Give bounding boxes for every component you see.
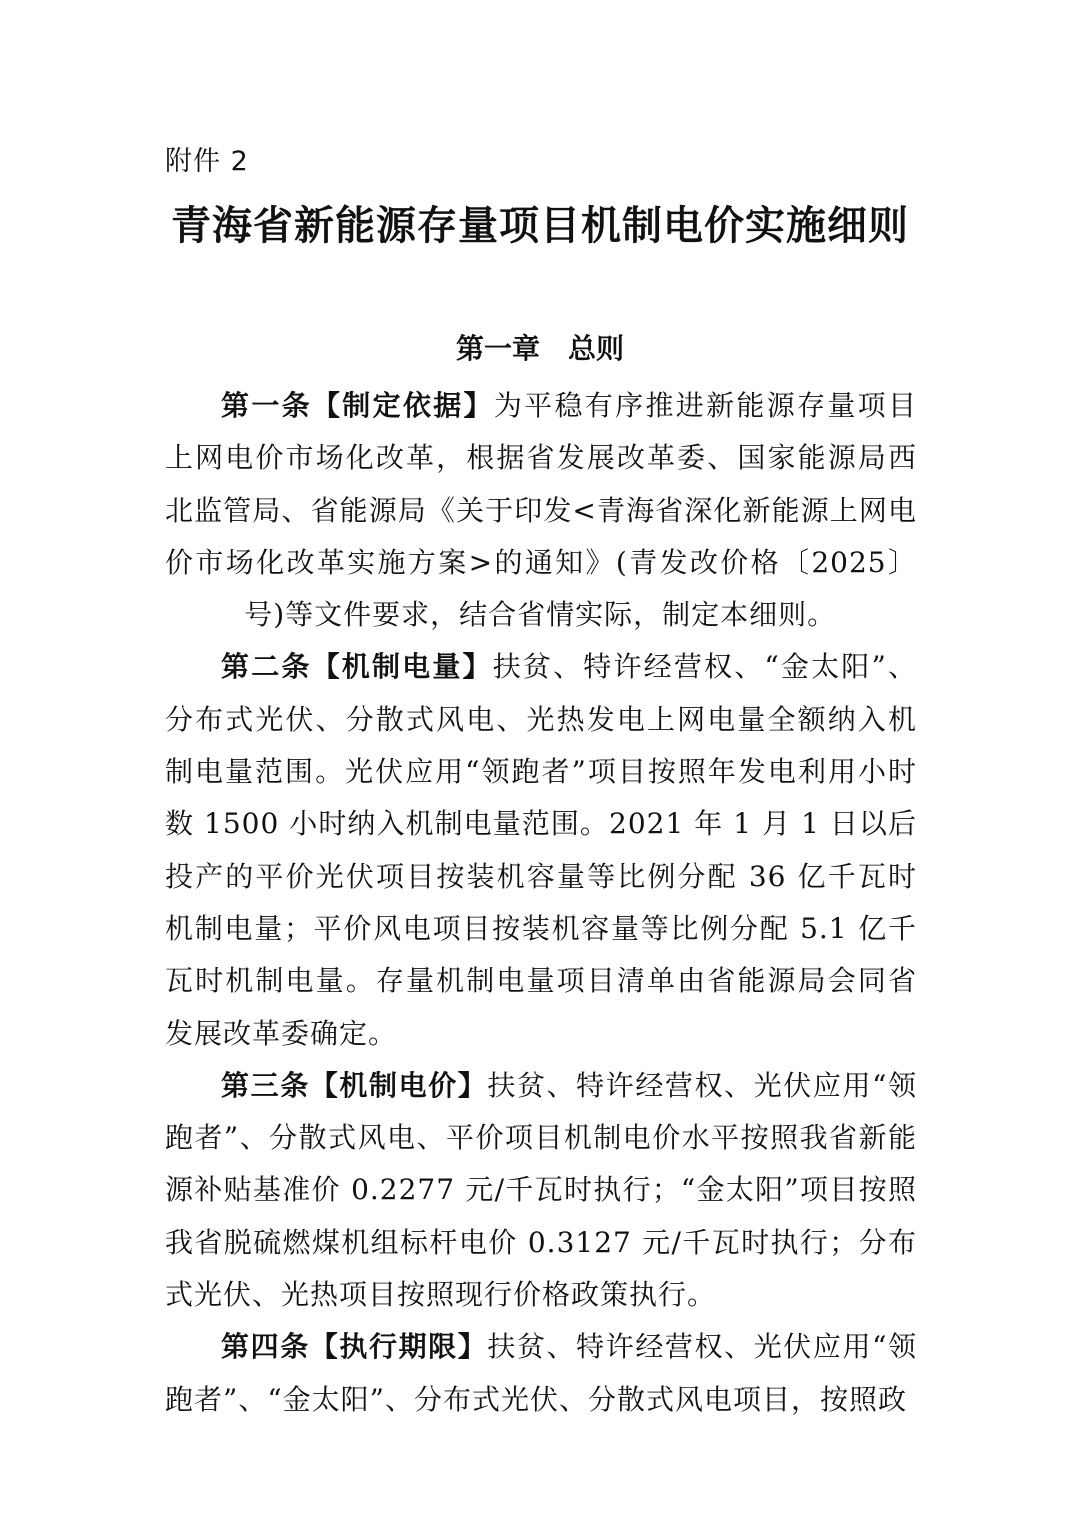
article-2-text: 扶贫、特许经营权、“金太阳”、分布式光伏、分散式风电、光热发电上网电量全额纳入机制电量范围。光伏应用“领跑者”项目按照年发电利用小时数 1500 小时纳入机制电量范围。2021 年 1 月 1 日以后投产的平价光伏项目按装机容量等比例分配 36 亿千瓦时机制电量；平价风电项目按装机容量等比例分配 5.1 亿千瓦时机制电量。存量机制电量项目清单由省能源局会同省发展改革委确定。 [165,650,917,1050]
document-title: 青海省新能源存量项目机制电价实施细则 [171,202,909,249]
attachment-label: 附件 2 [165,146,249,177]
article-3-heading: 第三条【机制电价】 [221,1068,488,1102]
article-4-text: 扶贫、特许经营权、光伏应用“领跑者”、“金太阳”、分布式光伏、分散式风电项目，按照政 [165,1330,917,1416]
article-3 [165,1060,917,1321]
chapter-title: 第一章 总则 [455,332,624,365]
article-4-heading: 第四条【执行期限】 [221,1330,488,1364]
article-1-heading: 第一条【制定依据】 [221,389,494,422]
document-body [165,380,917,1426]
article-2 [165,641,917,1059]
article-2-heading: 第二条【机制电量】 [221,650,493,684]
article-1 [165,380,917,641]
article-1-text: 为平稳有序推进新能源存量项目上网电价市场化改革，根据省发展改革委、国家能源局西北监管局、省能源局《关于印发<青海省深化新能源上网电价市场化改革实施方案>的通知》(青发改价格〔2025〕 [165,389,917,579]
document-number-blank [165,598,244,631]
article-1-text-end: 号)等文件要求，结合省情实际，制定本细则。 [244,598,837,632]
article-4 [165,1321,917,1426]
article-3-text: 扶贫、特许经营权、光伏应用“领跑者”、分散式风电、平价项目机制电价水平按照我省新能源补贴基准价 0.2277 元/千瓦时执行；“金太阳”项目按照我省脱硫燃煤机组标杆电价 0.3127 元/千瓦时执行；分布式光伏、光热项目按照现行价格政策执行。 [165,1068,917,1312]
